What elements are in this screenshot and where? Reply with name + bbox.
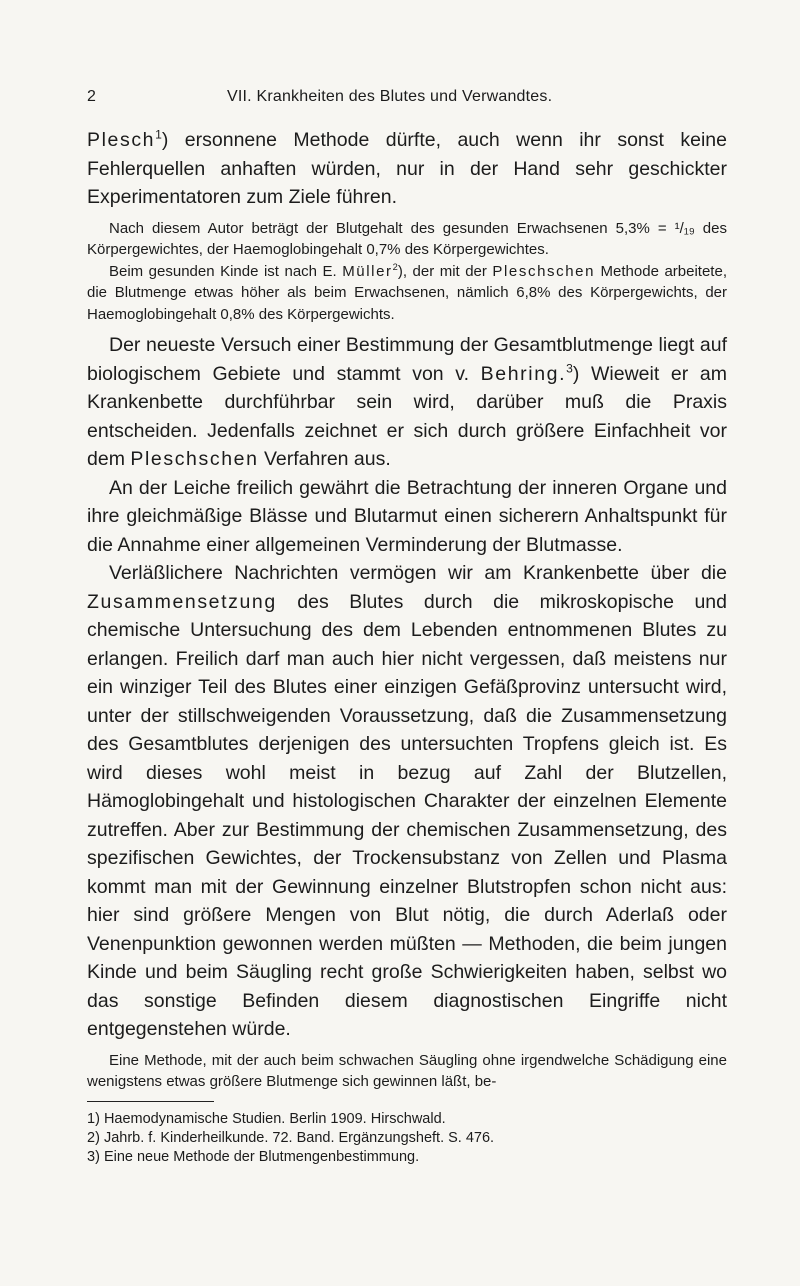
footnote-divider [87,1101,214,1102]
paragraph-2-text-c: Verfahren aus. [258,448,391,470]
running-header [87,88,727,110]
small-paragraph-2: Beim gesunden Kinde ist nach E. Müller$^2$), der mit der Pleschschen Methode arbeitete, die Blutmenge etwas höher als beim Erwachsenen, nämlich 6,8% des Körpergewichts, der Haemoglobingehalt 0,8% des Körpergewichts. [87,261,727,323]
paragraph-1-text: ersonnene Methode dürfte, auch wenn ihr sonst keine Fehlerquellen anhaften würden, nur in der Hand sehr geschickter Experimentatoren zum Ziele führen. [87,129,727,208]
paragraph-1: Plesch$^1$) ersonnene Methode dürfte, auch wenn ihr sonst keine Fehlerquellen anhaften würden, nur in der Hand sehr geschickter Experimentatoren zum Ziele führen. [87,127,727,208]
paragraph-2: Der neueste Versuch einer Bestimmung der Gesamtblutmenge liegt auf biologischem Gebiete und stammt von v. Behring.$^3$) Wieweit er am Krankenbette durchführbar sein wird, darüber muß die Praxis entscheiden. Jedenfalls zeichnet er sich durch größere Einfachheit vor dem Pleschschen Verfahren aus. [87,334,727,470]
paragraph-2-text-b: Wieweit er am Krankenbette durchführbar sein wird, darüber muß die Praxis entscheiden. Jedenfalls zeichnet er sich durch größere Einfachheit vor dem [87,362,727,470]
author-name-pleschschen: Pleschschen [492,262,596,280]
footnote-3-text: Eine neue Methode der Blutmengenbestimmung. [103,1148,420,1165]
paragraph-4-text-b: des Blutes durch die mikroskopische und chemische Untersuchung des dem Lebenden entnommenen Blutes zu erlangen. Freilich darf man auch hier nicht vergessen, daß meistens nur ein winziger Teil des Blutes einer einzigen Gefäßprovinz untersucht wird, unter der stillschweigenden Voraussetzung, daß die Zusammensetzung des Gesamtblutes derjenigen des untersuchten Tropfens gleich ist. Es wird dieses wohl meist in bezug auf Zahl der Blutzellen, Hämoglobingehalt und histologischen Charakter der einzelnen Elemente zutreffen. Aber zur Bestimmung der chemischen Zusammensetzung, des spezifischen Gewichtes, der Trockensubstanz von Zellen und Plasma kommt man mit der Gewinnung einzelner Blutstropfen schon nicht aus: hier sind größere Mengen von Blut nötig, die durch Aderlaß oder Venenpunktion gewonnen werden müßten — Methoden, die beim jungen Kinde und beim Säugling recht große Schwierigkeiten haben, selbst wo das sonstige Befinden diesem diagnostischen Eingriffe nicht entgegenstehen würde. [87,590,727,1040]
footnote-3 [87,1148,727,1167]
footnote-1-text: Haemodynamische Studien. Berlin 1909. Hirschwald. [103,1110,446,1127]
author-name-plesch: Plesch [87,129,156,151]
paragraph-2-text-a: Der neueste Versuch einer Bestimmung der Gesamtblutmenge liegt auf biologischem Gebiete und stammt von v. [87,334,727,385]
small-paragraph-2-text-a: Beim gesunden Kinde ist nach E. [109,262,343,280]
footnote-1-mark: 1) [87,1110,100,1127]
footnote-3-mark: 3) [87,1148,100,1165]
page-number: 2 [87,88,96,105]
small-paragraph-1: Nach diesem Autor beträgt der Blutgehalt des gesunden Erwachsenen 5,3% = ¹/₁₉ des Körpergewichtes, der Haemoglobingehalt 0,7% des Körpergewichtes. [87,219,727,258]
footnote-ref-2: 2 [392,261,398,272]
author-name-pleschschen-2: Pleschschen [130,448,259,470]
running-title: VII. Krankheiten des Blutes und Verwandtes. [227,88,553,105]
spaced-term-zusammensetzung: Zusammensetzung [87,590,277,613]
small-paragraph-3: Eine Methode, mit der auch beim schwachen Säugling ohne irgendwelche Schädigung eine wenigstens etwas größere Blutmenge sich gewinnen läßt, be- [87,1051,727,1090]
author-name-behring: Behring. [480,362,567,385]
footnote-ref-1: 1 [155,127,162,142]
footnote-2-mark: 2) [87,1129,100,1146]
footnote-1 [87,1110,727,1129]
author-name-mueller: Müller [342,262,393,280]
paragraph-3: An der Leiche freilich gewährt die Betrachtung der inneren Organe und ihre gleichmäßige Blässe und Blutarmut einen sicherern Anhaltspunkt für die Annahme einer allgemeinen Verminderung der Blutmasse. [87,476,727,556]
page-body [87,126,727,1167]
small-paragraph-2-text-b: , der mit der [402,262,493,280]
footnote-2 [87,1129,727,1148]
paragraph-4 [87,559,727,1044]
paragraph-4-text-a: Verläßlichere Nachrichten vermögen wir am Krankenbette über die [109,562,727,584]
footnote-2-text: Jahrb. f. Kinderheilkunde. 72. Band. Ergänzungsheft. S. 476. [103,1129,495,1146]
small-paragraph-2-text-c: Methode arbeitete, die Blutmenge etwas höher als beim Erwachsenen, nämlich 6,8% des Körpergewichts, der Haemoglobingehalt 0,8% des Körpergewichts. [87,262,727,323]
footnote-ref-3: 3 [566,361,573,375]
